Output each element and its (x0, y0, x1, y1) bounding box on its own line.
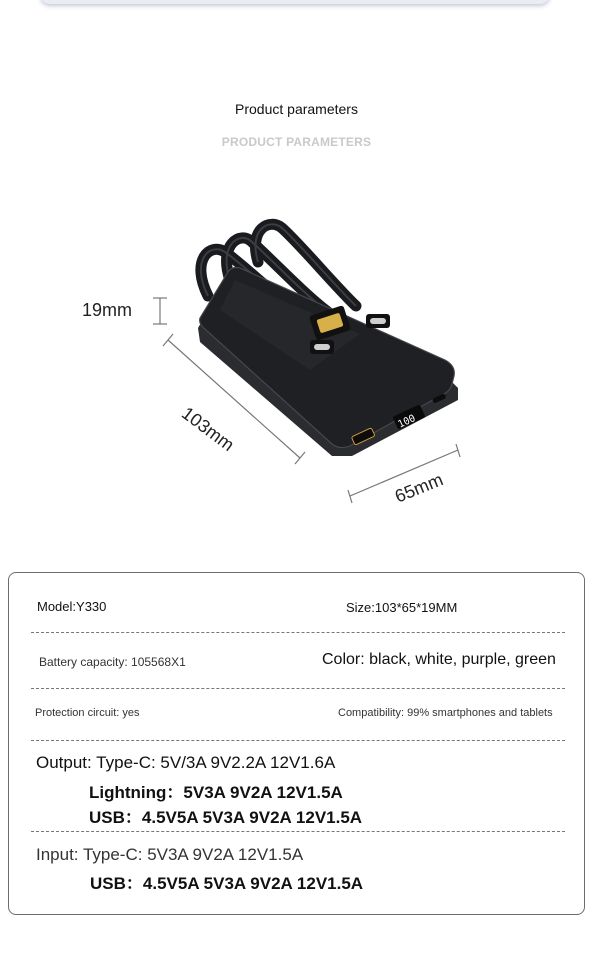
type-c-plug-2 (314, 344, 330, 350)
length-guide-cap-b (295, 452, 305, 464)
length-dimension-label: 103mm (177, 403, 238, 456)
color-label: Color: black, white, purple, green (322, 651, 556, 668)
divider-4 (31, 831, 565, 832)
length-guide-cap-a (163, 334, 173, 346)
divider-1 (31, 632, 565, 633)
input-type-c-label: Input: Type-C: 5V3A 9V2A 12V1.5A (36, 845, 304, 864)
section-subtitle: PRODUCT PARAMETERS (221, 135, 372, 149)
width-dimension-label: 65mm (392, 469, 446, 507)
top-banner-edge (40, 0, 550, 4)
height-dimension-label: 19mm (82, 300, 133, 320)
section-title: Product parameters (235, 101, 358, 117)
model-label: Model:Y330 (37, 599, 107, 614)
size-label: Size:103*65*19MM (346, 600, 458, 615)
led-display-reading: 100 (396, 413, 418, 431)
output-type-c-label: Output: Type-C: 5V/3A 9V2.2A 12V1.6A (36, 753, 336, 772)
power-bank-image (60, 200, 530, 520)
spec-card (8, 572, 585, 915)
output-usb-label: USB：4.5V5A 5V3A 9V2A 12V1.5A (89, 808, 363, 827)
output-lightning-label: Lightning：5V3A 9V2A 12V1.5A (89, 783, 343, 802)
type-c-plug-1 (370, 318, 386, 324)
width-guide-cap-a (348, 490, 352, 503)
divider-3 (31, 740, 565, 741)
divider-2 (31, 688, 565, 689)
compatibility-label: Compatibility: 99% smartphones and tablets (338, 707, 553, 719)
protection-circuit-label: Protection circuit: yes (35, 707, 140, 719)
input-usb-label: USB：4.5V5A 5V3A 9V2A 12V1.5A (90, 874, 364, 893)
battery-capacity-label: Battery capacity: 105568X1 (39, 655, 186, 669)
